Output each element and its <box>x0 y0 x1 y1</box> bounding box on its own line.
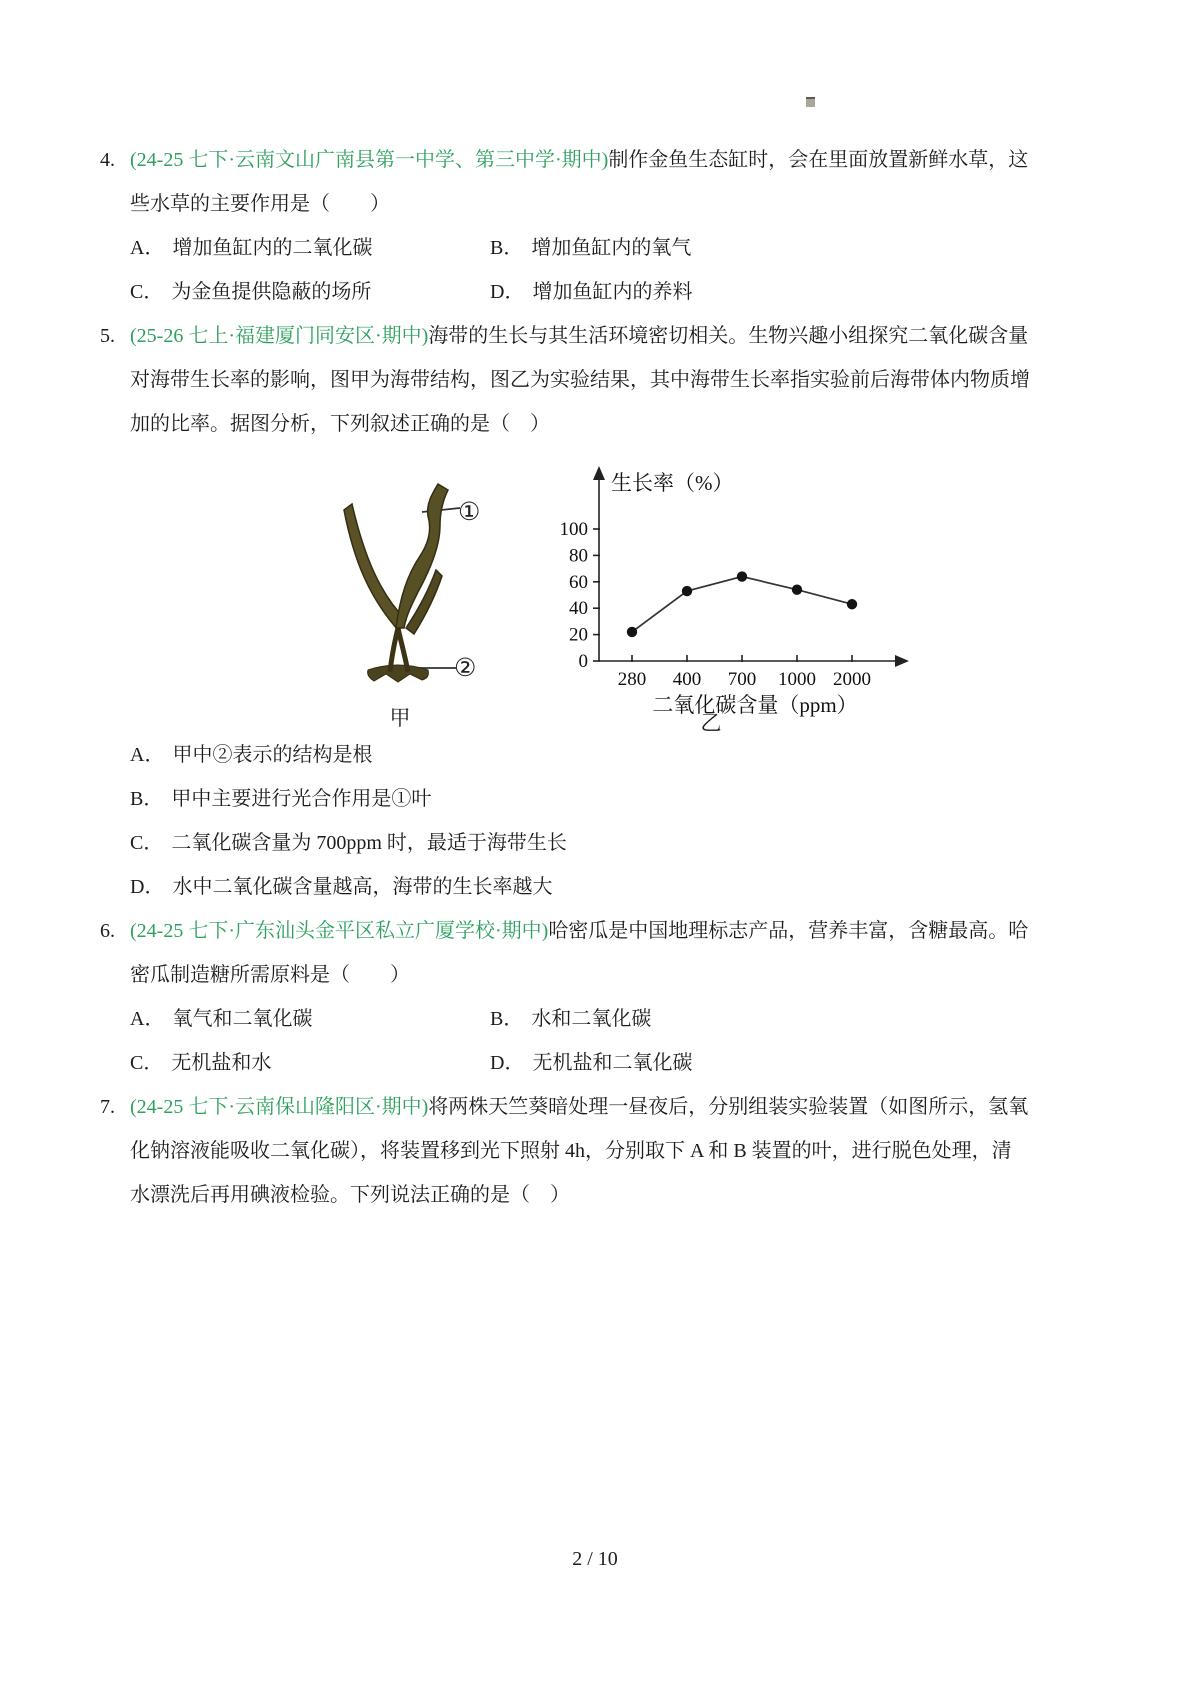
stem-line: 对海带生长率的影响，图甲为海带结构，图乙为实验结果，其中海带生长率指实验前后海带体内物质增 <box>130 369 1030 391</box>
option-label: C． <box>130 281 164 303</box>
question-source: (25-26 七上·福建厦门同安区·期中) <box>130 325 429 347</box>
option-label: D． <box>490 281 525 303</box>
option-c <box>130 821 1030 865</box>
question-stem: 哈密瓜是中国地理标志产品，营养丰富，含糖最高。哈 <box>548 920 1029 942</box>
kelp-figure <box>298 470 503 732</box>
option-label: A． <box>130 744 165 766</box>
option-text: 水和二氧化碳 <box>531 1008 652 1030</box>
growth-chart-figure <box>537 446 929 737</box>
option-label: A． <box>130 1008 165 1030</box>
question-4 <box>100 138 1029 314</box>
question-7 <box>100 1085 1029 1217</box>
option-label: C． <box>130 1052 164 1074</box>
option-label: C． <box>130 832 164 854</box>
option-text: 增加鱼缸内的二氧化碳 <box>172 237 373 259</box>
question-source: (24-25 七下·云南保山隆阳区·期中) <box>130 1096 429 1118</box>
x-axis-arrow <box>895 655 909 667</box>
question-body <box>130 314 1030 909</box>
scan-artifact <box>806 97 815 107</box>
question-stem: 将两株天竺葵暗处理一昼夜后，分别组装实验装置（如图所示，氢氧 <box>428 1096 1029 1118</box>
option-text: 增加鱼缸内的氧气 <box>531 237 692 259</box>
svg-text:700: 700 <box>727 669 757 690</box>
option-a <box>130 997 490 1041</box>
question-stem: 海带的生长与其生活环境密切相关。生物兴趣小组探究二氧化碳含量 <box>428 325 1029 347</box>
svg-text:280: 280 <box>617 669 647 690</box>
question-body <box>130 138 1028 314</box>
stem-line: 些水草的主要作用是（ ） <box>130 193 390 215</box>
option-text: 甲中②表示的结构是根 <box>172 744 373 766</box>
question-stem: 制作金鱼生态缸时，会在里面放置新鲜水草，这 <box>608 149 1029 171</box>
option-label: B． <box>490 1008 524 1030</box>
callout-1: ① <box>458 499 481 526</box>
question-5-figures <box>298 446 1030 733</box>
option-b <box>490 997 1028 1041</box>
question-number: 4. <box>100 149 115 171</box>
svg-text:0: 0 <box>578 651 588 672</box>
figure-jia-caption: 甲 <box>389 706 411 730</box>
option-text: 无机盐和二氧化碳 <box>532 1052 693 1074</box>
svg-text:1000: 1000 <box>778 669 816 690</box>
page-number: 2 / 10 <box>572 1548 618 1570</box>
y-axis-arrow <box>593 466 605 480</box>
page-content <box>100 138 1030 1217</box>
question-number: 5. <box>100 325 115 347</box>
option-label: B． <box>490 237 524 259</box>
svg-text:400: 400 <box>672 669 702 690</box>
callout-2: ② <box>454 655 477 682</box>
option-text: 增加鱼缸内的养料 <box>532 281 693 303</box>
stem-line: 密瓜制造糖所需原料是（ ） <box>130 964 410 986</box>
y-axis-label: 生长率（%） <box>611 471 734 495</box>
option-d <box>490 270 1028 314</box>
option-a <box>130 226 490 270</box>
option-label: B． <box>130 788 164 810</box>
option-c <box>130 270 490 314</box>
figure-yi-caption: 乙 <box>700 711 722 735</box>
option-d <box>490 1041 1028 1085</box>
option-text: 甲中主要进行光合作用是①叶 <box>171 788 432 810</box>
question-5 <box>100 314 1030 909</box>
stem-line <box>130 1085 1028 1129</box>
svg-text:80: 80 <box>569 545 588 567</box>
option-text: 氧气和二氧化碳 <box>172 1008 313 1030</box>
question-6 <box>100 909 1029 1085</box>
chart-series <box>560 519 872 690</box>
x-axis-label: 二氧化碳含量（ppm） <box>652 693 858 717</box>
stem-line: 加的比率。据图分析，下列叙述正确的是（ ） <box>130 413 550 435</box>
option-text: 二氧化碳含量为 700ppm 时，最适于海带生长 <box>171 832 567 854</box>
svg-text:100: 100 <box>559 519 588 540</box>
question-source: (24-25 七下·广东汕头金平区私立广厦学校·期中) <box>130 920 549 942</box>
option-a <box>130 733 1030 777</box>
option-label: A． <box>130 237 165 259</box>
question-number: 6. <box>100 920 115 942</box>
option-text: 为金鱼提供隐蔽的场所 <box>171 281 372 303</box>
options-grid <box>130 997 1028 1085</box>
option-label: D． <box>490 1052 525 1074</box>
stem-line <box>130 909 1028 953</box>
svg-text:40: 40 <box>569 598 588 620</box>
line-chart <box>537 446 929 718</box>
option-b <box>490 226 1028 270</box>
option-b <box>130 777 1030 821</box>
question-number: 7. <box>100 1096 115 1118</box>
stem-line: 水漂洗后再用碘液检验。下列说法正确的是（ ） <box>130 1184 570 1206</box>
svg-text:20: 20 <box>569 624 588 646</box>
option-label: D． <box>130 876 165 898</box>
question-body <box>130 909 1028 1085</box>
svg-text:2000: 2000 <box>833 669 871 690</box>
question-source: (24-25 七下·云南文山广南县第一中学、第三中学·期中) <box>130 149 609 171</box>
svg-text:60: 60 <box>569 571 588 593</box>
option-c <box>130 1041 490 1085</box>
option-d <box>130 865 1030 909</box>
question-body <box>130 1085 1028 1217</box>
stem-line <box>130 138 1028 182</box>
stem-line <box>130 314 1030 358</box>
options-grid <box>130 226 1028 314</box>
option-text: 水中二氧化碳含量越高，海带的生长率越大 <box>172 876 553 898</box>
option-text: 无机盐和水 <box>171 1052 272 1074</box>
stem-line: 化钠溶液能吸收二氧化碳），将装置移到光下照射 4h，分别取下 A 和 B 装置的叶，进行脱色处理，清 <box>130 1140 1012 1162</box>
